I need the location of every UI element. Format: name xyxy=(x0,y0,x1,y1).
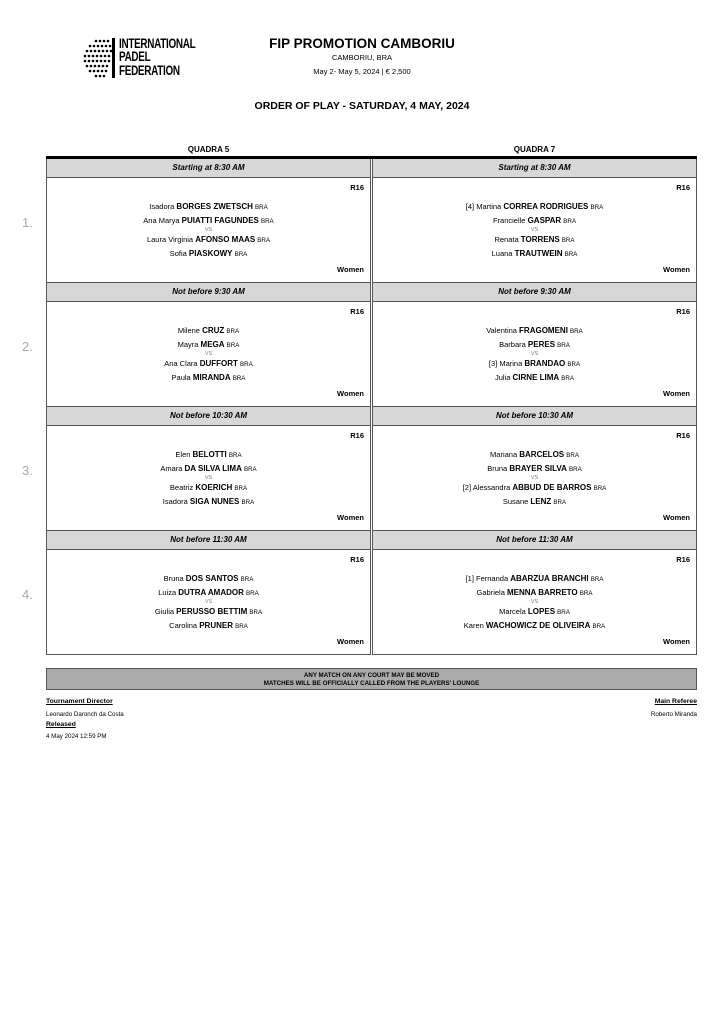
player-last-name: TRAUTWEIN xyxy=(514,248,563,258)
player-last-name: DOS SANTOS xyxy=(185,574,239,583)
player-country: BRA xyxy=(561,374,575,382)
player-entry xyxy=(373,214,696,228)
player-last-name: KOERICH xyxy=(195,483,233,492)
match-round: R16 xyxy=(350,307,364,316)
player-first-name: Beatriz xyxy=(169,483,194,492)
player-first-name: Renata xyxy=(494,235,519,244)
player-last-name: TORRENS xyxy=(520,235,560,244)
match-category: Women xyxy=(663,637,690,646)
player-first-name: Paula xyxy=(171,372,191,382)
player-country: BRA xyxy=(566,452,579,459)
versus-label: VS xyxy=(530,351,539,357)
player-entry xyxy=(47,605,370,619)
match-cell xyxy=(46,283,371,407)
match-players xyxy=(373,572,696,632)
court-header-quadra-5: QUADRA 5 xyxy=(187,145,230,154)
player-country: BRA xyxy=(579,589,593,597)
player-entry xyxy=(373,200,696,214)
player-country: BRA xyxy=(226,341,240,349)
versus-label: VS xyxy=(530,599,539,605)
player-entry xyxy=(373,338,696,352)
match-category: Women xyxy=(337,265,364,274)
player-entry xyxy=(47,495,370,509)
player-country: BRA xyxy=(570,328,583,335)
player-entry xyxy=(47,481,370,495)
player-entry xyxy=(47,462,370,476)
order-of-play-grid xyxy=(46,156,697,655)
player-last-name: CORREA RODRIGUES xyxy=(503,202,589,211)
released-value: 4 May 2024 12:59 PM xyxy=(46,733,107,740)
player-country: BRA xyxy=(592,622,606,630)
match-players xyxy=(47,324,370,384)
player-first-name: Giulia xyxy=(154,607,175,616)
player-seed: [4] xyxy=(465,202,475,211)
versus-label: VS xyxy=(204,475,213,481)
player-country: BRA xyxy=(557,609,570,616)
player-last-name: BRAYER SILVA xyxy=(509,463,567,473)
player-last-name: DUTRA AMADOR xyxy=(178,587,244,597)
player-seed: [2] xyxy=(462,483,472,492)
player-entry xyxy=(373,247,696,261)
match-round: R16 xyxy=(676,555,690,564)
player-country: BRA xyxy=(249,609,263,616)
logo-line: FEDERATION xyxy=(119,62,180,78)
released-label: Released xyxy=(46,721,76,728)
player-first-name: Susane xyxy=(502,496,529,506)
player-last-name: SIGA NUNES xyxy=(189,496,240,506)
tournament-director-name: Leonardo Daronch da Costa xyxy=(46,711,124,718)
player-country: BRA xyxy=(561,237,575,244)
fip-logo-mark-icon xyxy=(82,36,116,80)
player-country: BRA xyxy=(226,328,240,335)
notice-line: MATCHES WILL BE OFFICIALLY CALLED FROM THE PLAYERS' LOUNGE xyxy=(263,680,480,687)
order-of-play-title: ORDER OF PLAY - SATURDAY, 4 MAY, 2024 xyxy=(254,100,470,112)
match-players xyxy=(373,448,696,508)
player-entry xyxy=(47,233,370,247)
player-entry xyxy=(47,448,370,462)
player-entry xyxy=(47,324,370,338)
player-entry xyxy=(47,247,370,261)
player-last-name: DUFFORT xyxy=(199,359,238,368)
player-last-name: CRUZ xyxy=(202,326,225,335)
player-last-name: FRAGOMENI xyxy=(519,326,568,335)
player-country: BRA xyxy=(563,217,577,225)
match-category: Women xyxy=(337,637,364,646)
player-first-name: Ana Clara xyxy=(164,359,198,368)
player-country: BRA xyxy=(234,485,248,492)
match-round: R16 xyxy=(350,183,364,192)
player-first-name: Ana Marya xyxy=(143,215,180,225)
player-first-name: Barbara xyxy=(499,339,526,349)
player-country: BRA xyxy=(557,341,570,349)
player-first-name: Milene xyxy=(177,326,200,335)
match-players xyxy=(47,448,370,508)
tournament-dates-prize: May 2- May 5, 2024 | € 2,500 xyxy=(313,67,411,76)
player-last-name: BORGES ZWETSCH xyxy=(176,202,253,211)
player-seed: [1] xyxy=(465,574,474,583)
player-first-name: Elen xyxy=(175,450,191,459)
player-last-name: PUIATTI FAGUNDES xyxy=(181,215,259,225)
player-first-name: Martina xyxy=(476,202,502,211)
match-round: R16 xyxy=(350,555,364,564)
notice-line: ANY MATCH ON ANY COURT MAY BE MOVED xyxy=(303,672,440,679)
logo-line: PADEL xyxy=(119,49,151,65)
match-time: Not before 10:30 AM xyxy=(373,407,696,426)
match-round: R16 xyxy=(676,431,690,440)
player-country: BRA xyxy=(234,250,248,258)
player-first-name: Francielle xyxy=(492,215,526,225)
versus-label: VS xyxy=(530,227,539,233)
player-first-name: Amara xyxy=(160,463,183,473)
player-last-name: ABBUD DE BARROS xyxy=(512,483,592,492)
player-last-name: LOPES xyxy=(527,607,556,616)
match-category: Women xyxy=(663,265,690,274)
player-entry xyxy=(47,572,370,586)
player-last-name: MIRANDA xyxy=(192,372,231,382)
player-first-name: Isadora xyxy=(162,496,188,506)
player-seed: [3] xyxy=(488,359,498,368)
player-country: BRA xyxy=(246,589,259,597)
match-time: Not before 9:30 AM xyxy=(47,283,370,302)
player-country: BRA xyxy=(240,361,253,368)
player-first-name: Luana xyxy=(491,248,513,258)
player-first-name: Laura Virginia xyxy=(146,235,194,244)
player-last-name: BRANDAO xyxy=(524,359,566,368)
player-last-name: MENNA BARRETO xyxy=(506,587,578,597)
tournament-title: FIP PROMOTION CAMBORIU xyxy=(269,36,455,51)
player-country: BRA xyxy=(241,498,255,506)
match-cell xyxy=(372,159,697,283)
player-entry xyxy=(47,214,370,228)
match-players xyxy=(373,324,696,384)
match-round: R16 xyxy=(676,183,690,192)
match-time: Starting at 8:30 AM xyxy=(373,159,696,178)
row-number: 3. xyxy=(22,463,33,478)
player-country: BRA xyxy=(593,485,607,492)
player-entry xyxy=(47,200,370,214)
player-entry xyxy=(373,371,696,385)
fip-logo xyxy=(82,36,202,80)
player-country: BRA xyxy=(553,498,567,506)
match-time: Not before 11:30 AM xyxy=(47,531,370,550)
player-first-name: Gabriela xyxy=(476,587,505,597)
player-first-name: Julia xyxy=(494,372,511,382)
fip-logo-text xyxy=(119,37,195,77)
player-first-name: Marcela xyxy=(499,607,526,616)
player-first-name: Bruna xyxy=(163,574,184,583)
player-first-name: Sofia xyxy=(169,248,187,258)
match-cell xyxy=(372,407,697,531)
player-first-name: Karen xyxy=(463,620,484,630)
player-country: BRA xyxy=(590,204,604,211)
player-last-name: PERUSSO BETTIM xyxy=(176,607,248,616)
player-last-name: WACHOWICZ DE OLIVEIRA xyxy=(485,620,591,630)
tournament-director-label: Tournament Director xyxy=(46,698,113,705)
player-entry xyxy=(47,371,370,385)
match-time: Not before 11:30 AM xyxy=(373,531,696,550)
match-round: R16 xyxy=(350,431,364,440)
versus-label: VS xyxy=(204,599,213,605)
player-country: BRA xyxy=(590,576,604,583)
match-time: Not before 9:30 AM xyxy=(373,283,696,302)
player-country: BRA xyxy=(254,204,268,211)
player-country: BRA xyxy=(240,576,254,583)
match-cell xyxy=(372,283,697,407)
player-entry xyxy=(373,324,696,338)
player-entry xyxy=(373,586,696,600)
player-entry xyxy=(47,619,370,633)
versus-label: VS xyxy=(204,351,213,357)
player-country: BRA xyxy=(569,465,582,473)
player-first-name: Alessandra xyxy=(472,483,511,492)
player-country: BRA xyxy=(260,217,274,225)
versus-label: VS xyxy=(204,227,213,233)
match-category: Women xyxy=(337,513,364,522)
match-cell xyxy=(46,531,371,655)
tournament-location: CAMBORIU, BRA xyxy=(331,53,392,62)
match-category: Women xyxy=(663,513,690,522)
player-last-name: PRUNER xyxy=(199,620,233,630)
player-first-name: Marina xyxy=(499,359,523,368)
match-players xyxy=(47,200,370,260)
row-number: 1. xyxy=(22,215,33,230)
player-first-name: Mayra xyxy=(177,339,199,349)
row-number: 4. xyxy=(22,587,33,602)
player-entry xyxy=(47,338,370,352)
row-number: 2. xyxy=(22,339,33,354)
player-last-name: AFONSO MAAS xyxy=(195,235,256,244)
player-first-name: Isadora xyxy=(149,202,175,211)
player-last-name: BARCELOS xyxy=(519,450,565,459)
match-players xyxy=(373,200,696,260)
match-cell xyxy=(46,159,371,283)
main-referee-label: Main Referee xyxy=(654,698,697,705)
player-entry xyxy=(373,448,696,462)
player-country: BRA xyxy=(564,250,578,258)
player-first-name: Valentina xyxy=(486,326,517,335)
main-referee-name: Roberto Miranda xyxy=(650,711,697,718)
player-last-name: BELOTTI xyxy=(192,450,227,459)
player-last-name: MEGA xyxy=(200,339,225,349)
player-country: BRA xyxy=(257,237,271,244)
player-entry xyxy=(47,586,370,600)
player-first-name: Fernanda xyxy=(476,574,509,583)
player-country: BRA xyxy=(243,465,257,473)
player-country: BRA xyxy=(228,452,242,459)
player-entry xyxy=(373,605,696,619)
player-last-name: CIRNE LIMA xyxy=(512,372,560,382)
player-last-name: ABARZUA BRANCHI xyxy=(510,574,589,583)
logo-line: INTERNATIONAL xyxy=(119,36,196,51)
match-time: Not before 10:30 AM xyxy=(47,407,370,426)
player-country: BRA xyxy=(232,374,246,382)
player-entry xyxy=(47,357,370,371)
player-first-name: Carolina xyxy=(169,620,198,630)
match-round: R16 xyxy=(676,307,690,316)
player-first-name: Bruna xyxy=(487,463,508,473)
player-entry xyxy=(373,357,696,371)
match-players xyxy=(47,572,370,632)
player-last-name: LENZ xyxy=(530,496,552,506)
court-header-quadra-7: QUADRA 7 xyxy=(513,145,556,154)
player-entry xyxy=(373,481,696,495)
player-last-name: PIASKOWY xyxy=(188,248,233,258)
match-category: Women xyxy=(663,389,690,398)
player-country: BRA xyxy=(567,361,581,368)
player-entry xyxy=(373,619,696,633)
player-last-name: PERES xyxy=(527,339,556,349)
match-time: Starting at 8:30 AM xyxy=(47,159,370,178)
player-first-name: Luiza xyxy=(158,587,177,597)
player-entry xyxy=(373,572,696,586)
player-last-name: GASPAR xyxy=(527,215,562,225)
player-last-name: DA SILVA LIMA xyxy=(184,463,242,473)
notice-box xyxy=(46,668,697,690)
match-category: Women xyxy=(337,389,364,398)
match-cell xyxy=(46,407,371,531)
versus-label: VS xyxy=(530,475,539,481)
player-entry xyxy=(373,495,696,509)
player-entry xyxy=(373,462,696,476)
player-entry xyxy=(373,233,696,247)
match-cell xyxy=(372,531,697,655)
player-country: BRA xyxy=(235,622,248,630)
player-first-name: Mariana xyxy=(490,450,518,459)
